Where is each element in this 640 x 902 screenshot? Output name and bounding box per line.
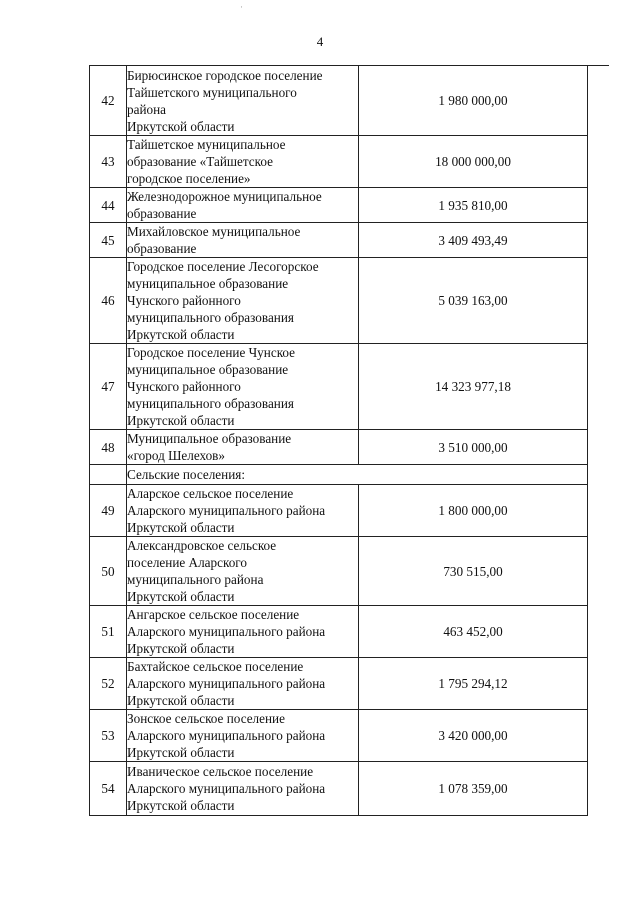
table-row <box>90 223 588 258</box>
section-header: Сельские поселения: <box>127 465 588 485</box>
name-line: Чунского районного <box>127 379 241 394</box>
name-line: Иркутской области <box>127 693 235 708</box>
table-row <box>90 537 588 606</box>
amount: 730 515,00 <box>359 537 588 606</box>
name-line: Городское поселение Чунское <box>127 345 296 360</box>
amount: 5 039 163,00 <box>359 258 588 344</box>
table-row <box>90 258 588 344</box>
name-line: Железнодорожное муниципальное <box>127 189 322 204</box>
municipality-name <box>127 430 359 465</box>
amount: 18 000 000,00 <box>359 136 588 188</box>
name-line: Аларского муниципального района <box>127 503 326 518</box>
name-line: Иркутской области <box>127 520 235 535</box>
name-line: Городское поселение Лесогорское <box>127 259 319 274</box>
row-number: 54 <box>90 762 127 816</box>
row-number: 45 <box>90 223 127 258</box>
name-line: Аларское сельское поселение <box>127 486 294 501</box>
name-line: муниципального образования <box>127 396 294 411</box>
row-number: 51 <box>90 606 127 658</box>
row-number: 53 <box>90 710 127 762</box>
allocation-table <box>89 65 588 816</box>
amount: 3 510 000,00 <box>359 430 588 465</box>
scan-speck: · <box>240 2 243 12</box>
amount: 3 420 000,00 <box>359 710 588 762</box>
amount: 14 323 977,18 <box>359 344 588 430</box>
section-row <box>90 465 588 485</box>
municipality-name <box>127 485 359 537</box>
name-line: Иркутской области <box>127 118 235 134</box>
row-number: 48 <box>90 430 127 465</box>
name-line: Зонское сельское поселение <box>127 711 285 726</box>
row-number: 46 <box>90 258 127 344</box>
table-row <box>90 136 588 188</box>
municipality-name <box>127 537 359 606</box>
name-line: образование <box>127 206 197 221</box>
name-line: Тайшетского муниципального <box>127 84 297 100</box>
municipality-name <box>127 223 359 258</box>
row-number: 52 <box>90 658 127 710</box>
municipality-name <box>127 658 359 710</box>
name-line: Муниципальное образование <box>127 431 292 446</box>
municipality-name <box>127 606 359 658</box>
name-line: Иркутской области <box>127 589 235 604</box>
page-number: 4 <box>316 34 324 49</box>
name-line: Иркутской области <box>127 798 235 813</box>
amount: 1 935 810,00 <box>359 188 588 223</box>
name-line: Ангарское сельское поселение <box>127 607 300 622</box>
table-row <box>90 658 588 710</box>
name-line: Аларского муниципального района <box>127 781 326 796</box>
amount: 463 452,00 <box>359 606 588 658</box>
name-line: Бахтайское сельское поселение <box>127 659 304 674</box>
amount: 1 980 000,00 <box>359 66 588 136</box>
name-line: района <box>127 101 167 117</box>
name-line: муниципальное образование <box>127 362 289 377</box>
amount: 1 078 359,00 <box>359 762 588 816</box>
table-row <box>90 188 588 223</box>
row-number: 43 <box>90 136 127 188</box>
name-line: Иркутской области <box>127 327 235 342</box>
amount: 3 409 493,49 <box>359 223 588 258</box>
name-line: образование <box>127 241 197 256</box>
municipality-name <box>127 188 359 223</box>
table-row <box>90 606 588 658</box>
name-line: Иркутской области <box>127 641 235 656</box>
name-line: Александровское сельское <box>127 538 277 553</box>
name-line: образование «Тайшетское <box>127 154 274 169</box>
table-row <box>90 762 588 816</box>
name-line: «город Шелехов» <box>127 448 226 463</box>
municipality-name <box>127 710 359 762</box>
name-line: Тайшетское муниципальное <box>127 137 286 152</box>
table-row <box>90 485 588 537</box>
municipality-name <box>127 66 359 136</box>
name-line: Иркутской области <box>127 745 235 760</box>
name-line: Михайловское муниципальное <box>127 224 301 239</box>
name-line: городское поселение» <box>127 171 251 186</box>
table-row <box>90 430 588 465</box>
table-row <box>90 710 588 762</box>
name-line: Аларского муниципального района <box>127 728 326 743</box>
section-number-cell <box>90 465 127 485</box>
table-row <box>90 344 588 430</box>
name-line: Чунского районного <box>127 293 241 308</box>
amount: 1 795 294,12 <box>359 658 588 710</box>
name-line: муниципального образования <box>127 310 294 325</box>
name-line: поселение Аларского <box>127 555 247 570</box>
municipality-name <box>127 344 359 430</box>
name-line: Иркутской области <box>127 413 235 428</box>
row-number: 47 <box>90 344 127 430</box>
name-line: Аларского муниципального района <box>127 624 326 639</box>
municipality-name <box>127 136 359 188</box>
name-line: Иваническое сельское поселение <box>127 764 314 779</box>
table-row <box>90 66 588 136</box>
row-number: 49 <box>90 485 127 537</box>
name-line: Бирюсинское городское поселение <box>127 67 323 83</box>
name-line: Аларского муниципального района <box>127 676 326 691</box>
row-number: 42 <box>90 66 127 136</box>
municipality-name <box>127 762 359 816</box>
row-number: 44 <box>90 188 127 223</box>
amount: 1 800 000,00 <box>359 485 588 537</box>
name-line: муниципального района <box>127 572 264 587</box>
row-number: 50 <box>90 537 127 606</box>
name-line: муниципальное образование <box>127 276 289 291</box>
municipality-name <box>127 258 359 344</box>
